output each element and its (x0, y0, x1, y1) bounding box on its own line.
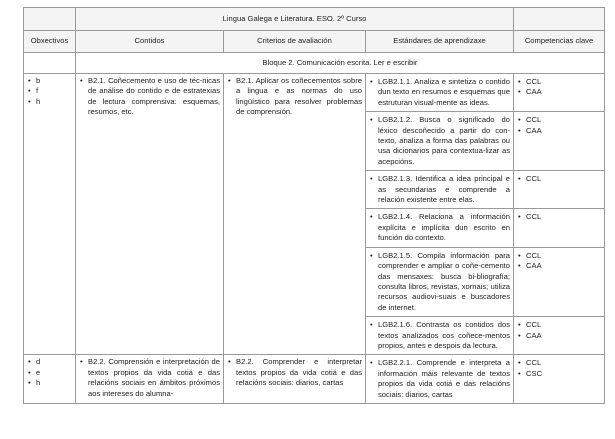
objective-item: • d (27, 357, 72, 367)
title-empty-cell-right (514, 8, 605, 31)
standard-cell (366, 247, 514, 316)
competence-item: • CCL (517, 174, 601, 184)
competence-item: • CCL (517, 115, 601, 125)
block-empty-cell (24, 53, 76, 74)
competences-cell (514, 112, 605, 171)
competence-item: • CAA (517, 331, 601, 341)
objective-item: • h (27, 378, 72, 388)
objective-item: • e (27, 368, 72, 378)
competence-item: • CCL (517, 77, 601, 87)
standard-item: • LGB2.1.6. Contrasta os contidos dos textos analizados cos coñece-mentos propios, antes e despois da lectura. (369, 320, 510, 351)
standard-cell (366, 171, 514, 209)
competence-item: • CCL (517, 320, 601, 330)
standard-cell (366, 317, 514, 355)
content-item: • B2.1. Coñecemento e uso de téc-nicas de análise do contido e de estratexias de lectura comprensiva: esquemas, resumos, etc. (79, 76, 220, 118)
criteria-cell (224, 355, 366, 404)
table-title: Lingua Galega e Literatura. ESO. 2º Curso (76, 8, 514, 31)
content-cell (76, 355, 224, 404)
criteria-item: • B2.2. Comprender e interpretar textos propios da vida cotiá e das relacións sociais: diarios, cartas (227, 357, 362, 388)
objective-item: • h (27, 97, 72, 107)
standard-cell (366, 209, 514, 247)
competence-item: • CCL (517, 251, 601, 261)
title-row (24, 8, 605, 31)
competence-item: • CAA (517, 87, 601, 97)
competence-item: • CAA (517, 126, 601, 136)
standard-item: • LGB2.1.4. Relaciona a información explícita e implícita dun escrito en función do contexto. (369, 212, 510, 243)
col-header-contents: Contidos (76, 31, 224, 53)
col-header-standards: Estándares de aprendizaxe (366, 31, 514, 53)
criteria-item: • B2.1. Aplicar os coñecementos sobre a lingua e as normas do uso lingüístico para resolver problemas de comprensión. (227, 76, 362, 118)
competences-cell (514, 317, 605, 355)
competence-item: • CCL (517, 212, 601, 222)
table-row (24, 74, 605, 112)
block-row (24, 53, 605, 74)
competence-item: • CAA (517, 261, 601, 271)
curriculum-document (23, 7, 605, 439)
objective-item: • f (27, 86, 72, 96)
objective-item: • b (27, 76, 72, 86)
table-row (24, 355, 605, 404)
column-header-row (24, 31, 605, 53)
competences-cell (514, 247, 605, 316)
standard-item: • LGB2.1.3. Identifica a idea principal e as secundarias e comprende a relación existente entre elas. (369, 174, 510, 205)
standard-cell (366, 112, 514, 171)
standard-cell (366, 74, 514, 112)
standard-item: • LGB2.2.1. Comprende e interpreta a información máis relevante de textos propios da vida cotiá e das relacións sociais: diarios, cartas (369, 358, 510, 400)
objectives-cell (24, 355, 76, 404)
competences-cell (514, 171, 605, 209)
competences-cell (514, 355, 605, 404)
competence-item: • CCL (517, 358, 601, 368)
content-cell (76, 74, 224, 355)
competence-item: • CSC (517, 369, 601, 379)
content-item: • B2.2. Comprensión e interpretación de textos propios da vida cotiá e das relacións sociais en ámbitos próximos aos intereses do alumna- (79, 357, 220, 399)
standard-cell (366, 355, 514, 404)
col-header-criteria: Criterios de avaliación (224, 31, 366, 53)
curriculum-table (23, 7, 605, 404)
competences-cell (514, 209, 605, 247)
col-header-objectives: Obxectivos (24, 31, 76, 53)
objectives-cell (24, 74, 76, 355)
title-empty-cell (24, 8, 76, 31)
standard-item: • LGB2.1.1. Analiza e sintetiza o contido dun texto en resumos e esquemas que estruturan visual-mente as ideas. (369, 77, 510, 108)
standard-item: • LGB2.1.2. Busca o significado do léxico descoñecido a partir do con-texto, analiza a forma das palabras ou usa dicionarios para contextua-lizar as acepcións. (369, 115, 510, 167)
block-title: Bloque 2. Comunicación escrita. Ler e escribir (76, 53, 605, 74)
col-header-competences: Competencias clave (514, 31, 605, 53)
competences-cell (514, 74, 605, 112)
standard-item: • LGB2.1.5. Compila información para comprender e ampliar o coñe-cemento das mensaxes: busca bi-bliografía; consulta libros, revistas, xornais; utiliza recursos audiovi-suais e buscadores de internet. (369, 251, 510, 313)
criteria-cell (224, 74, 366, 355)
